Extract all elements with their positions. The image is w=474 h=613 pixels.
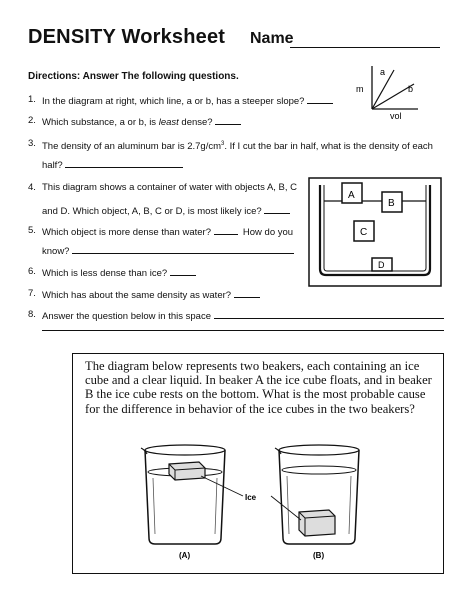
answer-blank[interactable]: [214, 225, 238, 235]
svg-text:A: A: [348, 190, 355, 201]
answer-blank[interactable]: [65, 158, 183, 168]
graph-label-a: a: [380, 67, 386, 77]
worksheet-title: DENSITY Worksheet: [28, 26, 226, 48]
passage-box: [72, 353, 444, 574]
density-graph: [350, 64, 420, 120]
name-label: Name: [250, 30, 294, 47]
beakers-diagram: [73, 354, 443, 572]
graph-label-b: b: [408, 84, 414, 94]
graph-label-m: m: [356, 84, 364, 94]
beaker-b: [275, 445, 359, 544]
answer-blank[interactable]: [170, 266, 196, 276]
answer-blank[interactable]: [264, 204, 290, 214]
ice-cube-a: [169, 462, 205, 480]
ice-cube-b: [299, 510, 335, 536]
question-3-cont: half?: [42, 158, 183, 171]
answer-line[interactable]: [42, 330, 444, 331]
svg-text:D: D: [378, 260, 385, 270]
name-answer-line[interactable]: [290, 47, 440, 48]
svg-text:C: C: [360, 227, 368, 238]
answer-blank[interactable]: [215, 115, 241, 125]
answer-blank[interactable]: [72, 244, 294, 254]
question-4-cont: and D. Which object, A, B, C or D, is most likely ice?: [42, 204, 290, 217]
beaker-a-label: (A): [179, 551, 191, 560]
answer-blank[interactable]: [234, 288, 260, 298]
graph-label-vol: vol: [390, 111, 402, 120]
beaker-a: [141, 445, 225, 544]
directions: Directions: Answer The following questions.: [28, 71, 239, 82]
water-container-diagram: [308, 177, 442, 287]
ice-label: Ice: [245, 493, 257, 502]
svg-text:B: B: [388, 198, 395, 209]
question-5-cont: know?: [42, 244, 294, 257]
answer-blank[interactable]: [307, 94, 333, 104]
passage-text: The diagram below represents two beakers, each containing an ice cube and a clear liquid. In beaker A the ice cube floats, and in beaker B the ice cube rests on the bottom. What is the most probable cause for the difference in behavior of the ice cubes in the two beakers?: [85, 359, 432, 416]
beaker-b-label: (B): [313, 551, 325, 560]
answer-blank[interactable]: [214, 309, 444, 319]
